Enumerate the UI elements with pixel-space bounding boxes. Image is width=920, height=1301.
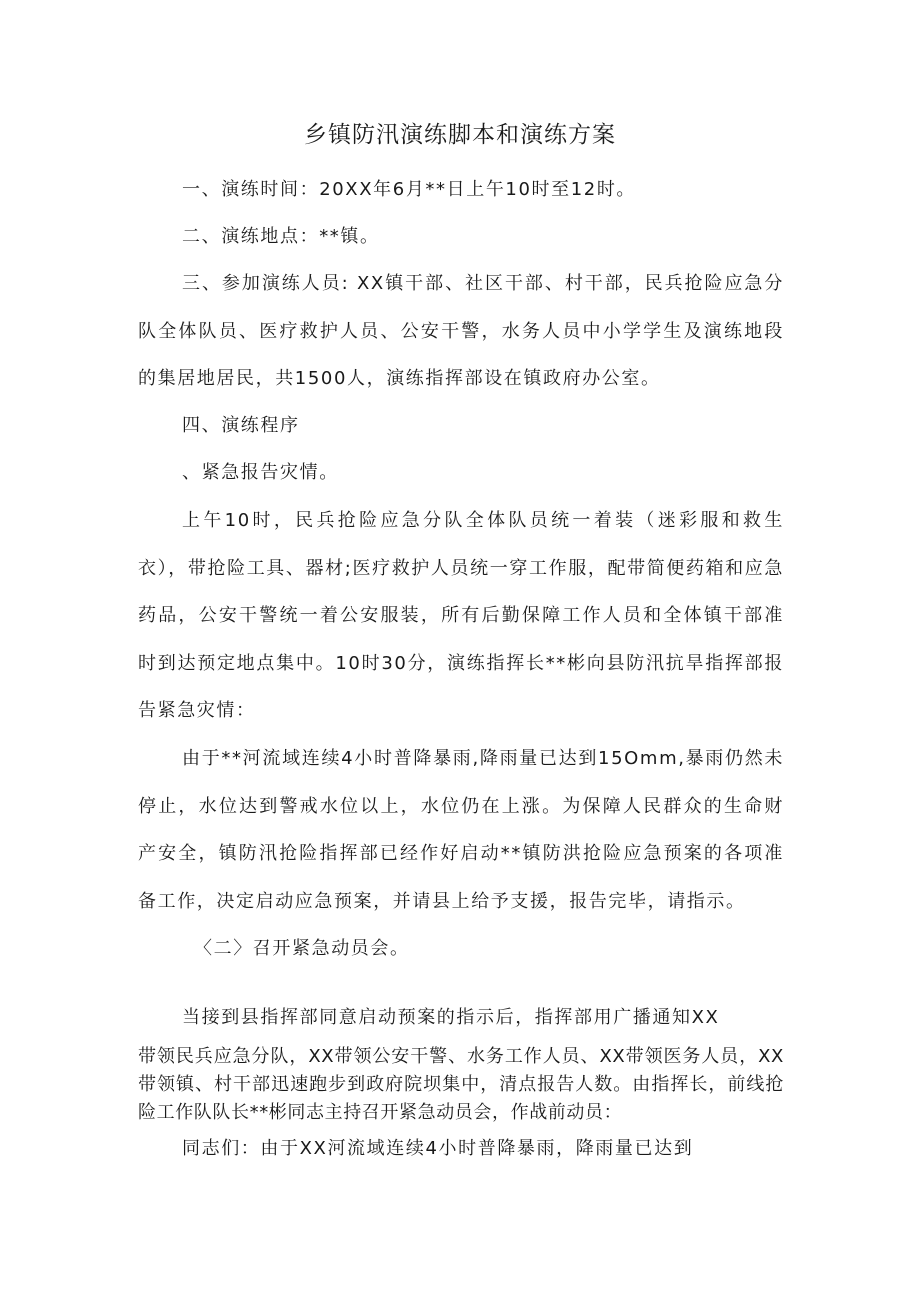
paragraph-participants: 三、参加演练人员: XX镇干部、社区干部、村干部，民兵抢险应急分队全体队员、医疗救护人员、公安干警，水务人员中小学学生及演练地段的集居地居民，共1500人，演练指挥部设在镇政府办公室。	[138, 273, 784, 389]
document-title: 乡镇防汛演练脚本和演练方案	[304, 122, 616, 148]
paragraph-disaster-report: 由于**河流域连续4小时普降暴雨,降雨量已达到15Omm,暴雨仍然未停止，水位达到警戒水位以上，水位仍在上涨。为保障人民群众的生命财产安全，镇防汛抢险指挥部已经作好启动**镇防洪抢险应急预案的各项准备工作，决定启动应急预案，并请县上给予支援，报告完毕，请指示。	[138, 748, 784, 912]
paragraph-drill-location: 二、演练地点：**镇。	[182, 226, 380, 247]
paragraph-speech: 同志们：由于XX河流域连续4小时普降暴雨，降雨量已达到	[182, 1138, 694, 1159]
paragraph-broadcast-notice: 当接到县指挥部同意启动预案的指示后，指挥部用广播通知XX	[182, 1007, 720, 1028]
paragraph-mobilization-heading: 〈二〉召开紧急动员会。	[194, 938, 410, 959]
paragraph-drill-time: 一、演练时间：20XX年6月**日上午10时至12时。	[182, 179, 637, 200]
paragraph-procedure-heading: 四、演练程序	[182, 415, 300, 436]
paragraph-gathering: 带领民兵应急分队，XX带领公安干警、水务工作人员、XX带领医务人员，XX带领镇、村干部迅速跑步到政府院坝集中，清点报告人数。由指挥长，前线抢险工作队队长**彬同志主持召开紧急动员会，作战前动员：	[138, 1046, 784, 1123]
paragraph-emergency-report-heading: 、紧急报告灾情。	[182, 462, 339, 483]
paragraph-assembly: 上午10时，民兵抢险应急分队全体队员统一着装（迷彩服和救生衣），带抢险工具、器材;医疗救护人员统一穿工作服，配带简便药箱和应急药品，公安干警统一着公安服装，所有后勤保障工作人员和全体镇干部准时到达预定地点集中。10时30分，演练指挥长**彬向县防汛抗旱指挥部报告紧急灾情：	[138, 510, 784, 721]
